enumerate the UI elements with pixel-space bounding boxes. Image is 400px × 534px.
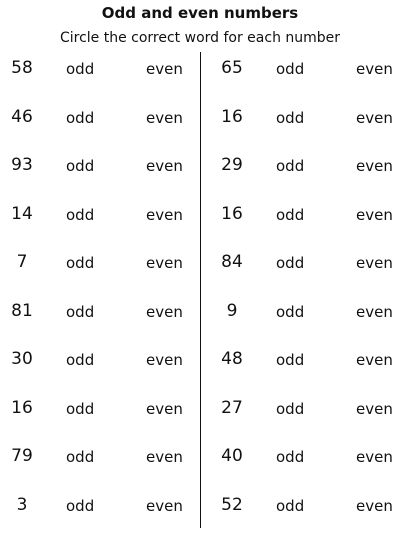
worksheet-title: Odd and even numbers [101, 4, 299, 22]
number-label: 40 [221, 446, 243, 466]
even-option[interactable]: even [356, 351, 393, 369]
odd-option[interactable]: odd [276, 351, 305, 369]
number-row [210, 483, 400, 532]
even-option[interactable]: even [356, 60, 393, 78]
number-row [0, 46, 200, 95]
number-label: 30 [11, 349, 33, 369]
even-option[interactable]: even [146, 205, 183, 224]
number-row [0, 434, 200, 483]
even-option[interactable]: even [356, 157, 393, 175]
number-label: 58 [11, 58, 33, 78]
number-label: 52 [221, 494, 243, 515]
even-option[interactable]: even [356, 254, 393, 272]
even-option[interactable]: even [356, 448, 393, 466]
number-label: 93 [11, 155, 33, 175]
even-option[interactable]: even [356, 302, 393, 321]
number-label: 65 [221, 58, 243, 78]
odd-option[interactable]: odd [66, 60, 95, 78]
number-row [0, 386, 200, 435]
even-option[interactable]: even [356, 108, 393, 127]
even-option[interactable]: even [146, 108, 183, 127]
number-label: 14 [11, 203, 33, 224]
number-label: 16 [221, 106, 243, 127]
number-row [0, 95, 200, 144]
even-option[interactable]: even [356, 496, 393, 515]
number-label: 9 [226, 300, 238, 321]
number-row [0, 289, 200, 338]
odd-option[interactable]: odd [276, 205, 305, 224]
number-row [0, 143, 200, 192]
even-option[interactable]: even [356, 205, 393, 224]
number-row [0, 483, 200, 532]
odd-option[interactable]: odd [276, 108, 305, 127]
odd-option[interactable]: odd [66, 205, 95, 224]
even-option[interactable]: even [146, 399, 183, 418]
number-row [210, 434, 400, 483]
odd-option[interactable]: odd [276, 302, 305, 321]
even-option[interactable]: even [356, 399, 393, 418]
odd-option[interactable]: odd [66, 108, 95, 127]
number-label: 81 [11, 300, 33, 321]
even-option[interactable]: even [146, 351, 183, 369]
odd-option[interactable]: odd [276, 496, 305, 515]
number-row [210, 192, 400, 241]
odd-option[interactable]: odd [66, 351, 95, 369]
odd-option[interactable]: odd [66, 157, 95, 175]
worksheet-instruction: Circle the correct word for each number [59, 30, 341, 46]
odd-option[interactable]: odd [276, 254, 305, 272]
number-row [210, 240, 400, 289]
even-option[interactable]: even [146, 448, 183, 466]
odd-option[interactable]: odd [276, 60, 305, 78]
number-row [210, 143, 400, 192]
column-divider [200, 52, 201, 528]
even-option[interactable]: even [146, 60, 183, 78]
number-label: 29 [221, 155, 243, 175]
number-label: 79 [11, 446, 33, 466]
number-row [0, 337, 200, 386]
even-option[interactable]: even [146, 254, 183, 272]
number-row [210, 386, 400, 435]
odd-option[interactable]: odd [66, 496, 95, 515]
number-row [210, 337, 400, 386]
number-row [0, 192, 200, 241]
number-row [0, 240, 200, 289]
odd-option[interactable]: odd [66, 448, 95, 466]
number-label: 7 [16, 252, 28, 272]
number-label: 3 [16, 494, 28, 515]
number-label: 16 [11, 397, 33, 418]
odd-option[interactable]: odd [276, 448, 305, 466]
odd-option[interactable]: odd [66, 302, 95, 321]
number-row [210, 95, 400, 144]
even-option[interactable]: even [146, 157, 183, 175]
number-label: 16 [221, 203, 243, 224]
left-column [0, 46, 200, 531]
even-option[interactable]: even [146, 496, 183, 515]
right-column [210, 46, 400, 531]
number-label: 48 [221, 349, 243, 369]
number-label: 46 [11, 106, 33, 127]
odd-option[interactable]: odd [66, 399, 95, 418]
number-label: 27 [221, 397, 243, 418]
number-label: 84 [221, 252, 243, 272]
number-row [210, 289, 400, 338]
number-row [210, 46, 400, 95]
odd-option[interactable]: odd [276, 399, 305, 418]
odd-option[interactable]: odd [66, 254, 95, 272]
even-option[interactable]: even [146, 302, 183, 321]
odd-option[interactable]: odd [276, 157, 305, 175]
